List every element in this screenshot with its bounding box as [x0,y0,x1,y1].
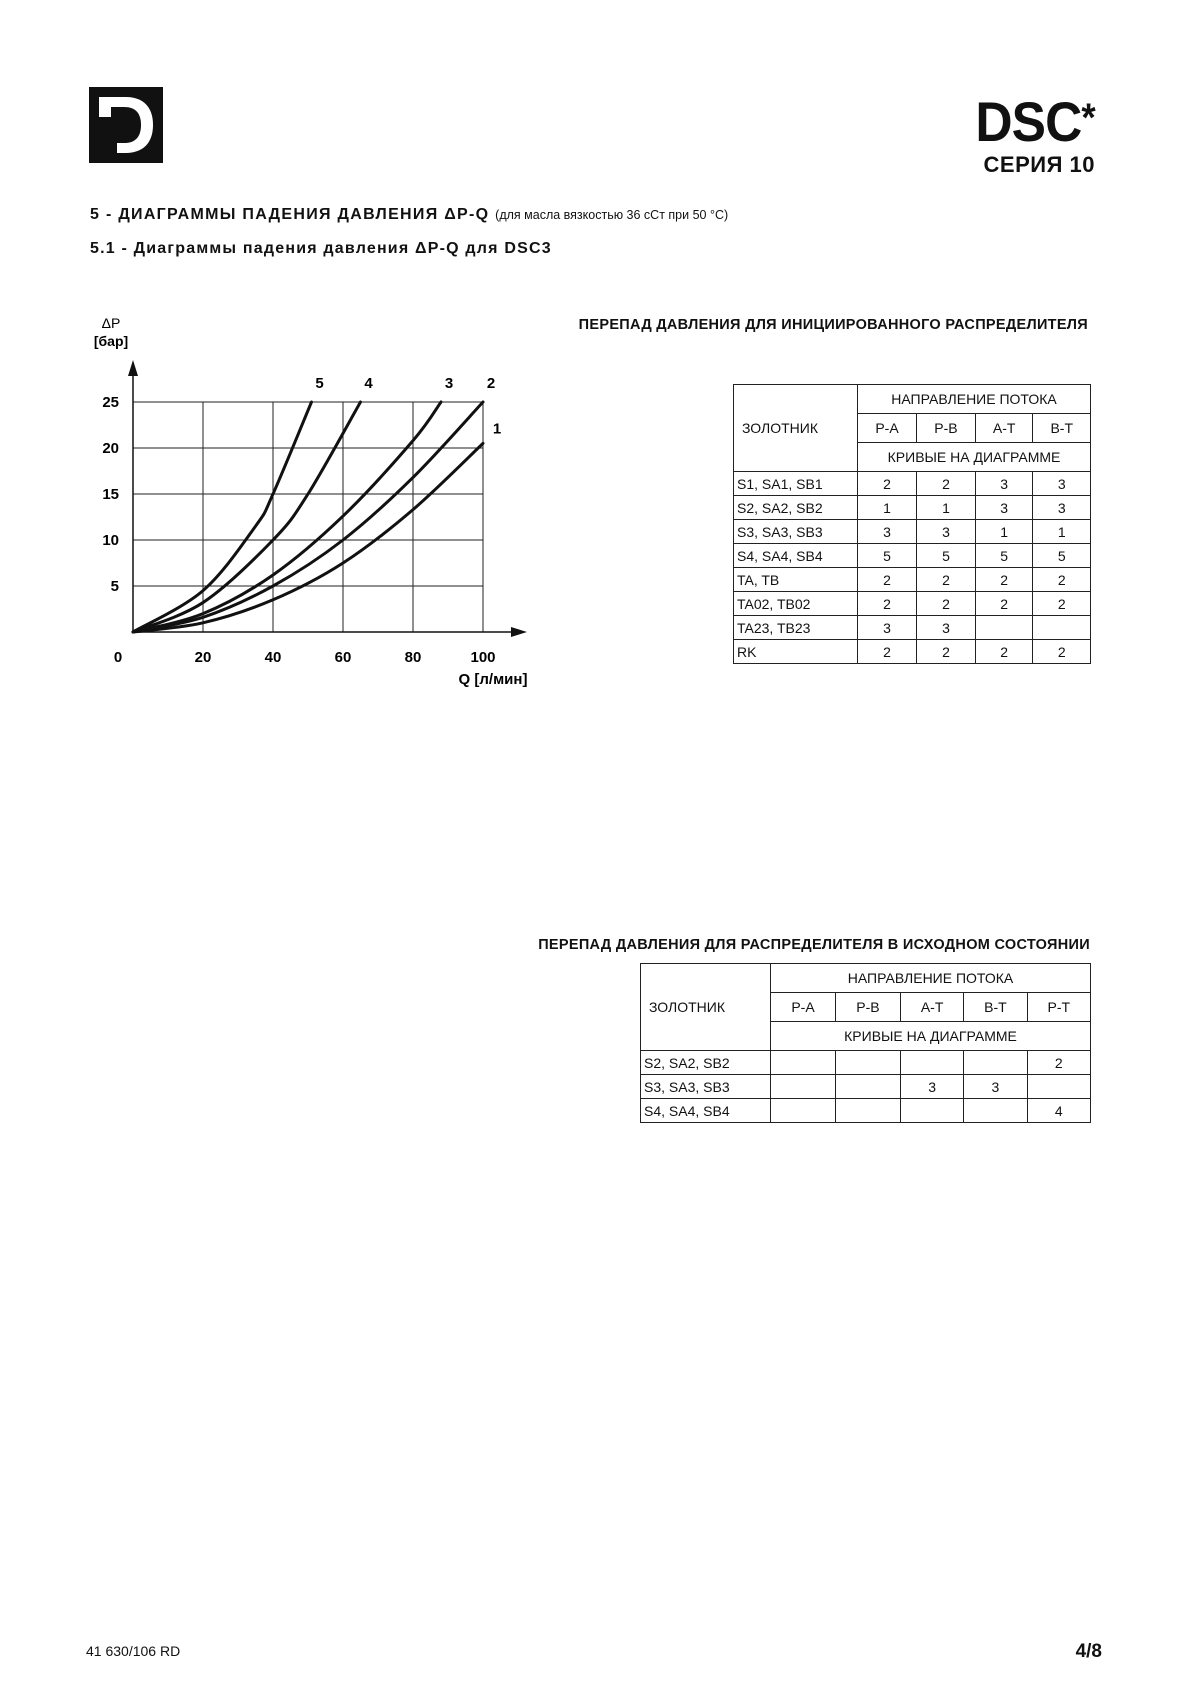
curve-number: 2 [975,592,1032,616]
section-title [90,206,728,224]
y-tick-label: 25 [102,394,119,411]
spool-name: S2, SA2, SB2 [734,496,858,520]
model-star: * [1081,96,1095,140]
direction-header: P-T [1027,993,1090,1022]
direction-header: A-T [900,993,963,1022]
x-tick-label: 80 [404,649,422,666]
spool-name: S3, SA3, SB3 [641,1075,771,1099]
curve-label-3: 3 [444,375,454,392]
direction-header: P-B [835,993,900,1022]
direction-header: A-T [975,414,1032,443]
curve-number: 2 [858,640,917,664]
direction-header: P-A [858,414,917,443]
curve-number: 1 [858,496,917,520]
y-axis-label-symbol: ΔP [101,315,121,331]
curve-number [964,1099,1027,1123]
table-row [734,568,1091,592]
curve-number: 2 [975,568,1032,592]
curve-number [964,1051,1027,1075]
curves-header: КРИВЫЕ НА ДИАГРАММЕ [771,1022,1091,1051]
y-tick-label: 5 [110,578,119,595]
curve-number [771,1075,836,1099]
curve-label-1: 1 [492,420,502,438]
chart-grid [133,402,483,632]
y-axis-arrow [128,360,138,376]
section-note: (для масла вязкостью 36 сСт при 50 °C) [495,208,729,222]
table1-initiated [733,384,1091,664]
curve-number: 3 [1033,496,1091,520]
table-row [641,1051,1091,1075]
curve-number: 2 [1033,640,1091,664]
model-header [965,90,1095,178]
section-subtitle: 5.1 - Диаграммы падения давления ΔP-Q для DSC3 [90,240,552,257]
direction-header: B-T [1033,414,1091,443]
curve-number [835,1051,900,1075]
curve-number: 2 [858,568,917,592]
table-row [734,472,1091,496]
curve-number: 2 [1033,568,1091,592]
spool-name: S3, SA3, SB3 [734,520,858,544]
spool-name: S2, SA2, SB2 [641,1051,771,1075]
table2-title: ПЕРЕПАД ДАВЛЕНИЯ ДЛЯ РАСПРЕДЕЛИТЕЛЯ В ИСХОДНОМ СОСТОЯНИИ [538,937,1090,953]
curve-number: 3 [1033,472,1091,496]
section-title-text: 5 - ДИАГРАММЫ ПАДЕНИЯ ДАВЛЕНИЯ ΔP-Q [90,206,490,223]
curve-number: 2 [916,472,975,496]
x-tick-label: 40 [264,649,282,666]
curve-number [771,1099,836,1123]
spool-column-header: ЗОЛОТНИК [734,385,858,472]
curve-number: 2 [1027,1051,1090,1075]
curve-number [1027,1075,1090,1099]
spool-name: TA, TB [734,568,858,592]
curve-number: 2 [916,592,975,616]
table-row [734,640,1091,664]
direction-header: P-B [916,414,975,443]
table1-title: ПЕРЕПАД ДАВЛЕНИЯ ДЛЯ ИНИЦИИРОВАННОГО РАСПРЕДЕЛИТЕЛЯ [578,317,1088,333]
curve-number [771,1051,836,1075]
flow-direction-header: НАПРАВЛЕНИЕ ПОТОКА [771,964,1091,993]
direction-header: B-T [964,993,1027,1022]
flow-direction-header: НАПРАВЛЕНИЕ ПОТОКА [858,385,1091,414]
spool-name: S4, SA4, SB4 [641,1099,771,1123]
table-header-row [641,964,1091,993]
spool-name: RK [734,640,858,664]
y-tick-label: 20 [102,440,119,457]
table-row [734,496,1091,520]
spool-name: TA23, TB23 [734,616,858,640]
curve-label-4: 4 [364,375,373,392]
curve-number [900,1099,963,1123]
company-logo [89,87,163,163]
chart-canvas [80,310,580,690]
y-tick-label: 15 [102,486,119,503]
y-tick-label: 10 [102,532,119,549]
curve-5 [133,402,312,632]
curve-number: 2 [975,640,1032,664]
curve-number: 5 [916,544,975,568]
pressure-drop-chart [80,310,580,695]
table2-neutral [640,963,1091,1123]
table-row [641,1099,1091,1123]
series-label: СЕРИЯ 10 [983,152,1095,177]
table-row [734,616,1091,640]
direction-header: P-A [771,993,836,1022]
table-row [734,592,1091,616]
curve-number: 1 [1033,520,1091,544]
curve-number: 3 [916,616,975,640]
curve-label-5: 5 [315,375,324,392]
curve-number: 3 [858,616,917,640]
spool-name: S4, SA4, SB4 [734,544,858,568]
curve-number [1033,616,1091,640]
curve-number: 1 [975,520,1032,544]
curve-4 [133,402,361,632]
curve-number: 5 [975,544,1032,568]
curve-number: 2 [1033,592,1091,616]
curve-number [975,616,1032,640]
curve-label-2: 2 [486,375,496,392]
x-tick-label: 0 [113,649,123,666]
curve-number: 2 [916,640,975,664]
table-header-row [734,385,1091,414]
spool-column-header: ЗОЛОТНИК [641,964,771,1051]
table-row [641,1075,1091,1099]
curve-number: 2 [858,592,917,616]
curves-header: КРИВЫЕ НА ДИАГРАММЕ [858,443,1091,472]
curve-number [835,1075,900,1099]
curve-3 [133,402,441,632]
curve-number: 5 [1033,544,1091,568]
page-number: 4/8 [1075,1641,1102,1662]
curve-number: 2 [858,472,917,496]
curve-number: 3 [975,496,1032,520]
y-axis-label-unit: [бар] [93,333,129,349]
curve-number: 3 [858,520,917,544]
document-code: 41 630/106 RD [86,1643,181,1659]
curve-2 [133,402,483,632]
model-name: DSC* [975,90,1095,153]
x-tick-label: 20 [194,649,212,666]
spool-name: S1, SA1, SB1 [734,472,858,496]
spool-name: TA02, TB02 [734,592,858,616]
x-axis-arrow [511,627,527,637]
x-axis-label: Q [л/мин] [458,671,528,688]
curve-number: 4 [1027,1099,1090,1123]
curve-number: 2 [916,568,975,592]
x-tick-label: 60 [334,649,352,666]
curve-number: 1 [916,496,975,520]
chart-curves [133,402,483,632]
table-row [734,520,1091,544]
curve-number: 3 [916,520,975,544]
table-row [734,544,1091,568]
curve-number: 3 [964,1075,1027,1099]
x-tick-label: 100 [470,649,496,666]
curve-number: 5 [858,544,917,568]
curve-number [835,1099,900,1123]
curve-number: 3 [975,472,1032,496]
curve-number: 3 [900,1075,963,1099]
curve-number [900,1051,963,1075]
